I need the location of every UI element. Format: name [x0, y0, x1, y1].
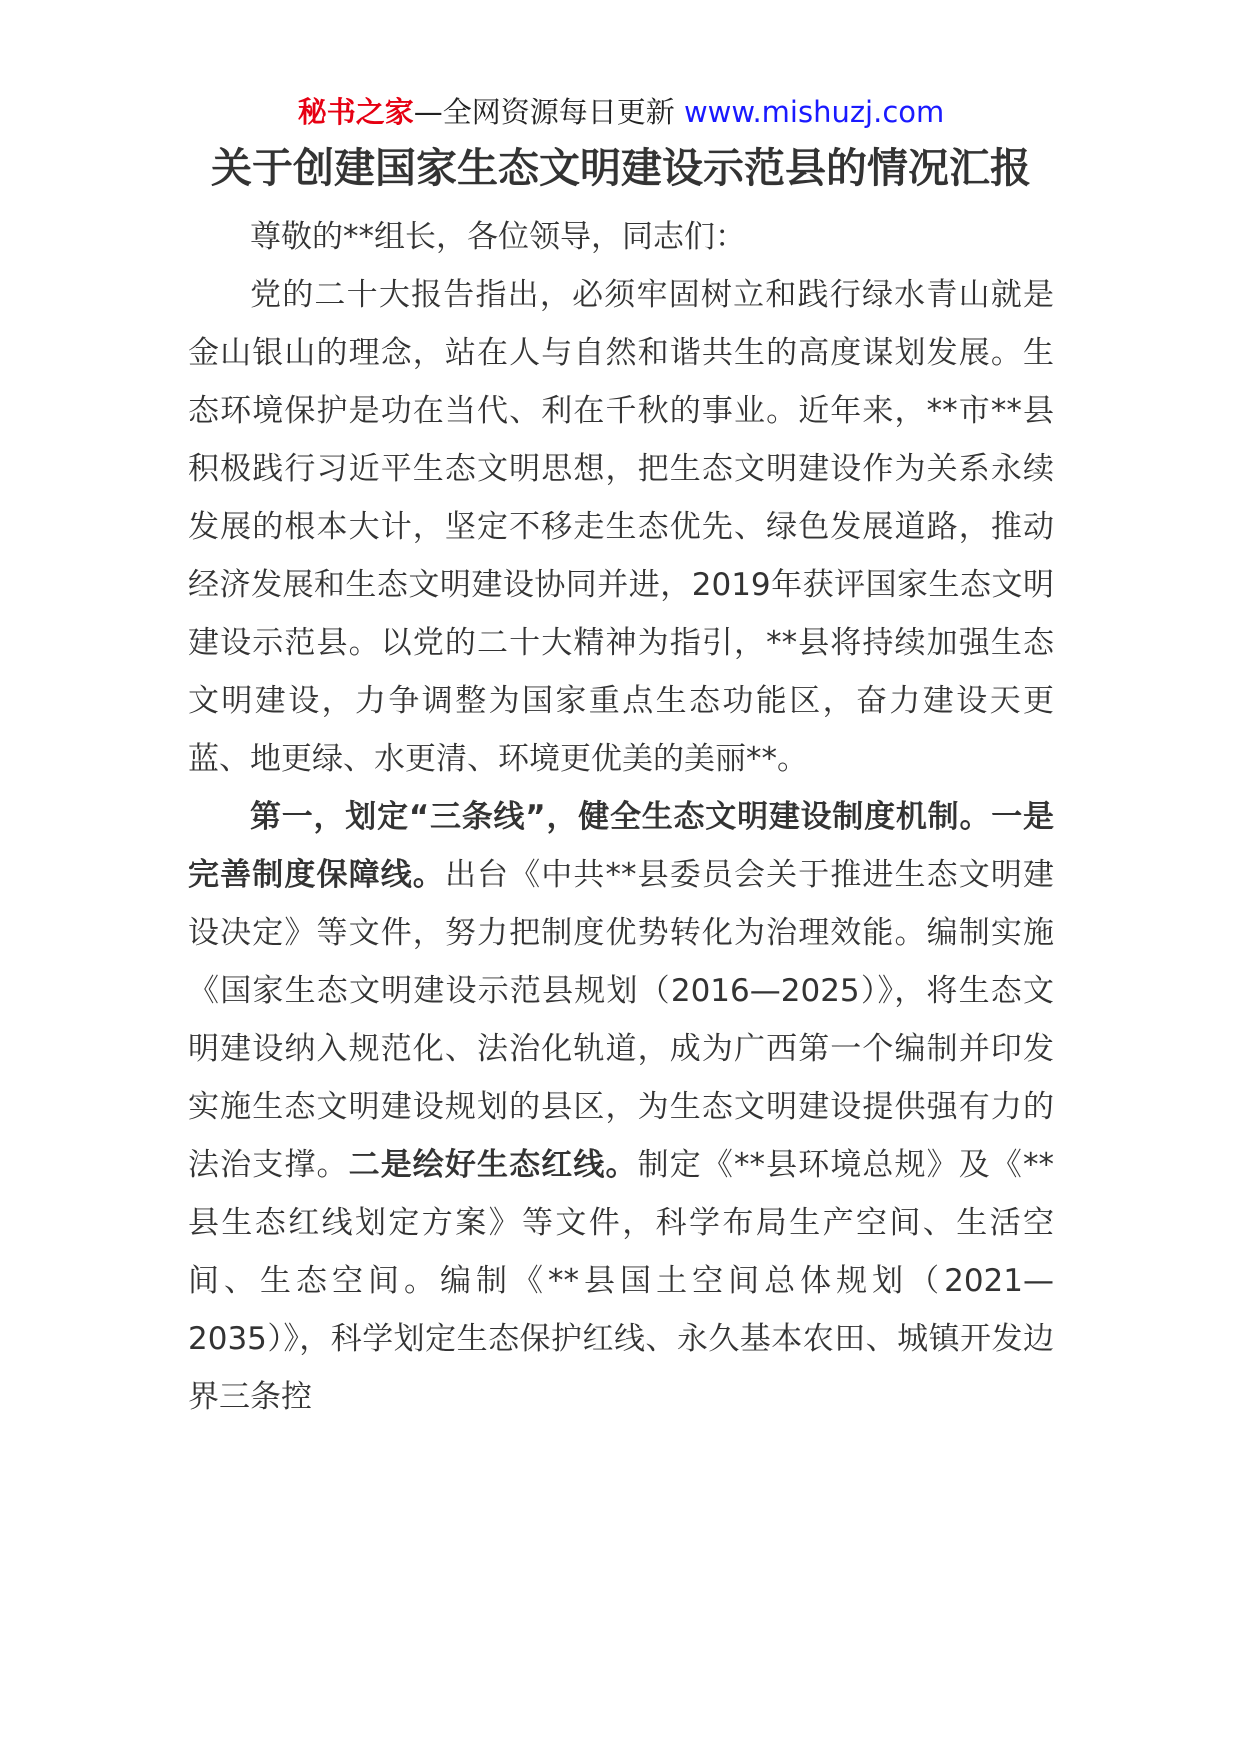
- site-url[interactable]: www.mishuzj.com: [683, 95, 945, 129]
- point-one-text: 出台《中共**县委员会关于推进生态文明建设决定》等文件，努力把制度优势转化为治理效能。编制实施《国家生态文明建设示范县规划（2016—2025）》，将生态文明建设纳入规范化、法治化轨道，成为广西第一个编制并印发实施生态文明建设规划的县区，为生态文明建设提供强有力的法治支撑。: [188, 857, 1055, 1183]
- document-page: [188, 90, 1054, 1426]
- brand-name: 秘书之家: [297, 95, 414, 129]
- document-title: 关于创建国家生态文明建设示范县的情况汇报: [211, 144, 1031, 192]
- point-one-heading: 一是完善制度保障线。: [188, 799, 1055, 893]
- intro-paragraph: 党的二十大报告指出，必须牢固树立和践行绿水青山就是金山银山的理念，站在人与自然和谐共生的高度谋划发展。生态环境保护是功在当代、利在千秋的事业。近年来，**市**县积极践行习近平生态文明思想，把生态文明建设作为关系永续发展的根本大计，坚定不移走生态优先、绿色发展道路，推动经济发展和生态文明建设协同并进，2019年获评国家生态文明建设示范县。以党的二十大精神为指引，**县将持续加强生态文明建设，力争调整为国家重点生态功能区，奋力建设天更蓝、地更绿、水更清、环境更优美的美丽**。: [188, 277, 1054, 777]
- salutation: 尊敬的**组长，各位领导，同志们：: [250, 219, 746, 255]
- header-tagline: —全网资源每日更新: [413, 95, 684, 129]
- section-one-paragraph: [188, 788, 1054, 1426]
- site-header: [188, 90, 1054, 134]
- point-two-heading: 二是绘好生态红线。: [348, 1147, 638, 1183]
- section-one-heading: 第一，划定“三条线”，健全生态文明建设制度机制。: [250, 799, 992, 835]
- point-two-text: 制定《**县环境总规》及《**县生态红线划定方案》等文件，科学布局生产空间、生活空间、生态空间。编制《**县国土空间总体规划（2021—2035）》，科学划定生态保护红线、永久基本农田、城镇开发边界三条控: [188, 1147, 1055, 1415]
